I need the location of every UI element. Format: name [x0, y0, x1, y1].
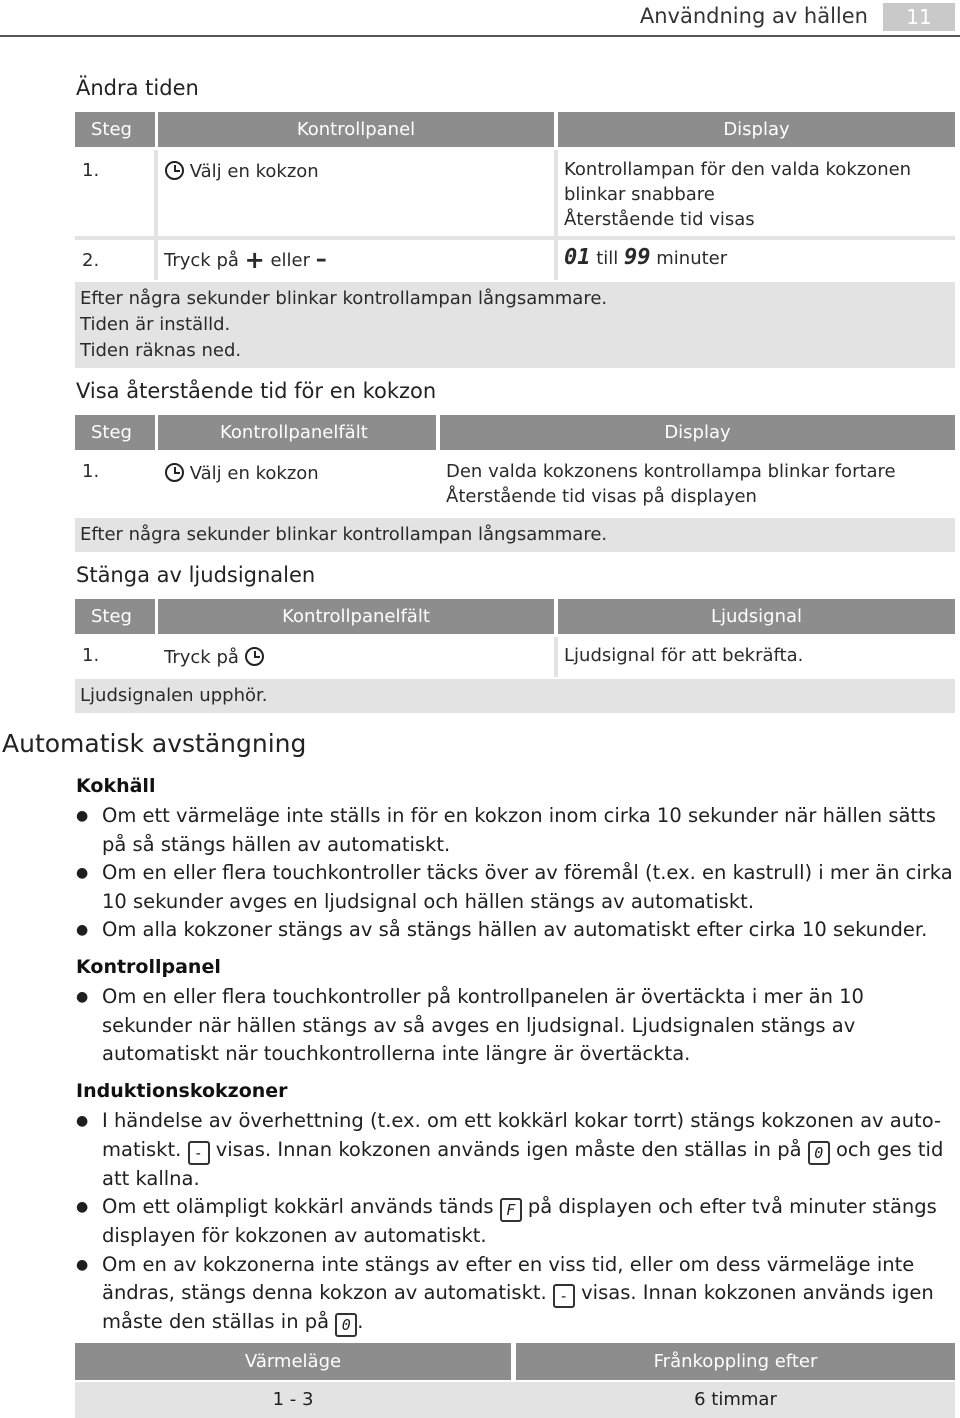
table2-display-1 [446, 459, 951, 509]
table1-separator [554, 150, 558, 280]
display-line: blinkar snabbare [564, 184, 715, 205]
list-item: ● Om en eller flera touchkontroller täcks över av föremål (t.ex. en kastrull) i mer än cirka 10 sekunder avges en ljudsignal och hällen stängs av automatiskt. [76, 859, 958, 916]
subheading-kokhall: Kokhäll [76, 775, 156, 797]
page-number: 11 [883, 3, 955, 31]
table3-header-signal: Ljudsignal [558, 599, 955, 634]
table1-header-panel: Kontrollpanel [158, 112, 554, 147]
table3-action-1 [164, 645, 264, 670]
list-item: ● Om ett värmeläge inte ställs in för en kokzon inom cirka 10 sekunder när hällen sätts på så stängs hällen av automatiskt. [76, 802, 958, 859]
table4-cell-heat-level: 1 - 3 [272, 1389, 314, 1410]
table2-action-1 [165, 461, 319, 486]
list-item [76, 1107, 958, 1193]
table2-header-display: Display [440, 415, 955, 450]
timer-icon [245, 647, 264, 666]
item-text: visas. Innan kokzonen används igen måste den ställas in på [102, 1281, 934, 1333]
zero-display-symbol: 0 [808, 1141, 830, 1165]
item-text: och ges tid att kallna. [102, 1137, 944, 1190]
table3-note: Ljudsignalen upphör. [75, 679, 955, 713]
f-display-symbol: F [500, 1198, 522, 1222]
press-label: Tryck på [164, 250, 239, 271]
plus-icon: + [244, 246, 265, 274]
or-label: eller [270, 250, 311, 271]
table1-action-2 [164, 247, 327, 273]
select-zone-label: Välj en kokzon [189, 463, 319, 484]
minus-icon: – [315, 247, 327, 272]
display-line: Återstående tid visas [564, 209, 755, 230]
table1-separator [154, 150, 158, 280]
note-line: Efter några sekunder blinkar kontrollampan långsammare. [80, 288, 608, 309]
table1-display-2 [564, 245, 727, 271]
till-label: till [596, 248, 619, 269]
list-item: ● Om alla kokzoner stängs av så stängs hällen av automatiskt efter cirka 10 sekunder. [76, 916, 958, 945]
dash-display-symbol: - [553, 1284, 575, 1308]
zero-display-symbol: 0 [335, 1313, 357, 1337]
table4-header-heat-level: Värmeläge [75, 1343, 511, 1380]
timer-icon [165, 463, 184, 482]
table4-header-shutoff-after: Frånkoppling efter [516, 1343, 955, 1380]
table2-note: Efter några sekunder blinkar kontrollampan långsammare. [75, 518, 955, 552]
list-item: ● Om en eller flera touchkontroller på kontrollpanelen är övertäckta i mer än 10 sekunder när hällen stängs av så avges en ljudsignal. Ljudsignalen stängs av automatiskt när touchkontrollerna inte längre är övertäckta. [76, 983, 958, 1069]
table2-step-1: 1. [82, 461, 100, 482]
running-header-title: Användning av hällen [639, 4, 868, 28]
display-value-min: 01 [564, 245, 591, 270]
section-title-mute-signal: Stänga av ljudsignalen [76, 563, 316, 587]
list-item [76, 1193, 958, 1251]
table3-signal-1: Ljudsignal för att bekräfta. [564, 645, 804, 666]
display-line: Den valda kokzonens kontrollampa blinkar fortare [446, 461, 896, 482]
item-text: visas. Innan kokzonen används igen måste den ställas in på [215, 1137, 802, 1161]
display-line: Kontrollampan för den valda kokzonen [564, 159, 912, 180]
table1-step-1: 1. [82, 160, 100, 181]
kokhall-list [76, 802, 958, 945]
section-title-show-remaining: Visa återstående tid för en kokzon [76, 379, 437, 403]
subheading-induktion: Induktionskokzoner [76, 1080, 288, 1102]
table3-header-panel: Kontrollpanelfält [158, 599, 554, 634]
subheading-kontrollpanel: Kontrollpanel [76, 956, 221, 978]
select-zone-label: Välj en kokzon [189, 161, 319, 182]
table3-step-1: 1. [82, 645, 100, 666]
table3-separator [554, 637, 558, 677]
note-line: Tiden räknas ned. [80, 340, 242, 361]
table1-step-2: 2. [82, 250, 100, 271]
item-text: . [357, 1310, 364, 1333]
note-line: Tiden är inställd. [80, 314, 231, 335]
item-text: på displayen och efter två minuter stängs displayen för kokzonen av automatiskt. [102, 1195, 937, 1247]
table1-display-1 [564, 157, 949, 232]
timer-icon [165, 161, 184, 180]
press-label: Tryck på [164, 647, 239, 668]
display-value-max: 99 [624, 245, 651, 270]
table1-row-divider [75, 236, 955, 240]
table1-action-1 [165, 159, 319, 184]
minutes-label: minuter [656, 248, 728, 269]
item-text: I händelse av överhettning (t.ex. om ett kokkärl kokar torrt) stängs kokzonen av auto-matiskt. [102, 1109, 942, 1161]
table1-header-display: Display [558, 112, 955, 147]
table2-header-panel: Kontrollpanelfält [158, 415, 436, 450]
induktion-list [76, 1107, 958, 1337]
table1-note [75, 282, 955, 368]
table2-header-step: Steg [75, 415, 155, 450]
dash-display-symbol: - [188, 1141, 210, 1165]
table4-cell-shutoff-after: 6 timmar [694, 1389, 777, 1410]
display-line: Återstående tid visas på displayen [446, 486, 757, 507]
kontrollpanel-list [76, 983, 958, 1069]
list-item [76, 1251, 958, 1338]
section-title-auto-shutoff: Automatisk avstängning [2, 729, 307, 758]
item-text: Om en av kokzonerna inte stängs av efter en viss tid, eller om dess värmeläge inte ändras, stängs denna kokzon av automatiskt. [102, 1252, 915, 1304]
header-divider [0, 35, 960, 37]
section-title-change-time: Ändra tiden [76, 76, 199, 100]
table4-row [75, 1382, 955, 1418]
item-text: Om ett olämpligt kokkärl används tänds [102, 1195, 494, 1218]
table1-header-step: Steg [75, 112, 155, 147]
table3-header-step: Steg [75, 599, 155, 634]
